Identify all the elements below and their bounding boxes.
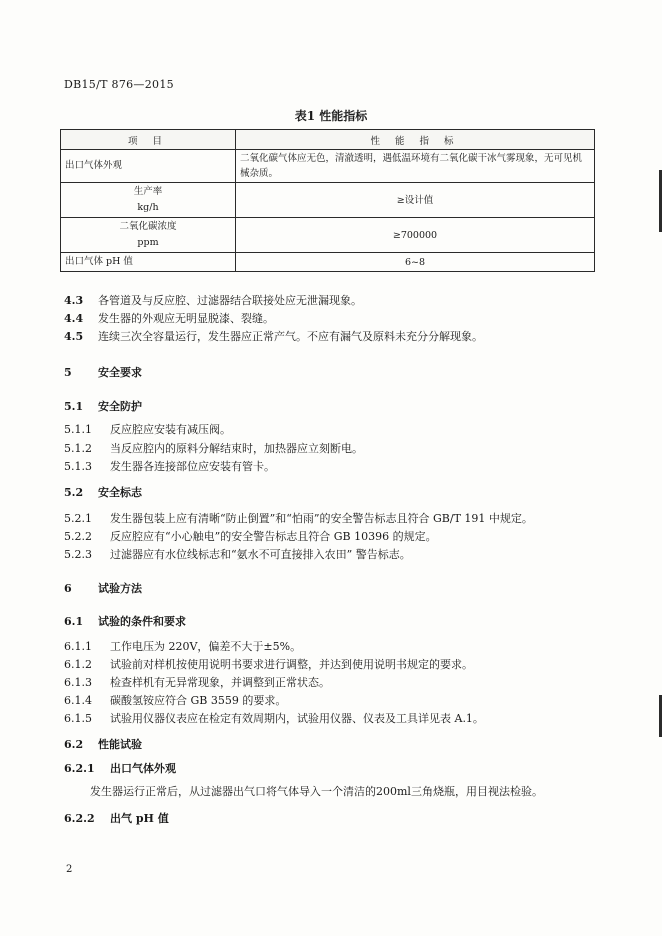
table-row (61, 150, 595, 183)
clause-5-1-3: 5.1.3 发生器各连接部位应安装有管卡。 (64, 460, 275, 473)
row-item: 出口气体 pH 值 (61, 253, 236, 272)
clause-6-1-3: 6.1.3 检查样机有无异常现象，并调整到正常状态。 (64, 676, 330, 689)
table-row (61, 253, 595, 272)
section-5-heading: 5 安全要求 (64, 366, 142, 379)
clause-5-2-3: 5.2.3 过滤器应有水位线标志和“氨水不可直接排入农田” 警告标志。 (64, 548, 411, 561)
clause-6-1-2: 6.1.2 试验前对样机按使用说明书要求进行调整，并达到使用说明书规定的要求。 (64, 658, 473, 671)
table-row (61, 183, 595, 218)
section-5-1-heading: 5.1 安全防护 (64, 400, 142, 413)
clause-6-1-1: 6.1.1 工作电压为 220V，偏差不大于±5%。 (64, 640, 302, 653)
clause-5-2-1: 5.2.1 发生器包装上应有清晰“防止倒置”和“怕雨”的安全警告标志且符合 GB/T 191 中规定。 (64, 512, 533, 525)
clause-4-5: 4.5 连续三次全容量运行，发生器应正常产气。不应有漏气及原料未充分分解现象。 (64, 330, 483, 343)
clause-4-3: 4.3 各管道及与反应腔、过滤器结合联接处应无泄漏现象。 (64, 294, 362, 307)
clause-5-1-1: 5.1.1 反应腔应安装有减压阀。 (64, 423, 231, 436)
section-5-2-heading: 5.2 安全标志 (64, 486, 142, 499)
table-caption: 表1 性能指标 (294, 109, 368, 123)
column-header-item: 项 目 (61, 130, 236, 150)
table-row (61, 218, 595, 253)
table-header-row (61, 130, 595, 150)
row-item: 生产率 (133, 186, 163, 197)
performance-table (60, 129, 595, 272)
clause-6-1-5: 6.1.5 试验用仪器仪表应在检定有效周期内，试验用仪器、仪表及工具详见表 A.1。 (64, 712, 484, 725)
document-code: DB15/T 876—2015 (64, 78, 174, 91)
row-item: 出口气体外观 (65, 160, 123, 171)
page-number: 2 (66, 864, 73, 875)
row-value: ≥设计值 (236, 183, 595, 218)
column-header-index: 性 能 指 标 (236, 130, 595, 150)
row-item: 二氧化碳浓度 (119, 221, 177, 232)
clause-6-2-1-text: 发生器运行正常后，从过滤器出气口将气体导入一个清洁的200ml三角烧瓶，用目视法检验。 (90, 785, 543, 798)
row-unit: kg/h (137, 202, 159, 213)
section-6-1-heading: 6.1 试验的条件和要求 (64, 615, 186, 628)
row-value: ≥700000 (236, 218, 595, 253)
clause-4-4: 4.4 发生器的外观应无明显脱漆、裂缝。 (64, 312, 274, 325)
section-6-2-2-heading: 6.2.2 出气 pH 值 (64, 812, 169, 825)
row-value: 二氧化碳气体应无色，清澈透明，遇低温环境有二氧化碳干冰气雾现象，无可见机械杂质。 (236, 150, 595, 183)
section-6-heading: 6 试验方法 (64, 582, 142, 595)
row-value: 6~8 (236, 253, 595, 272)
row-unit: ppm (137, 237, 159, 248)
section-6-2-1-heading: 6.2.1 出口气体外观 (64, 762, 176, 775)
clause-5-2-2: 5.2.2 反应腔应有“小心触电”的安全警告标志且符合 GB 10396 的规定。 (64, 530, 437, 543)
clause-5-1-2: 5.1.2 当反应腔内的原料分解结束时，加热器应立刻断电。 (64, 442, 363, 455)
section-6-2-heading: 6.2 性能试验 (64, 738, 142, 751)
clause-6-1-4: 6.1.4 碳酸氢铵应符合 GB 3559 的要求。 (64, 694, 287, 707)
